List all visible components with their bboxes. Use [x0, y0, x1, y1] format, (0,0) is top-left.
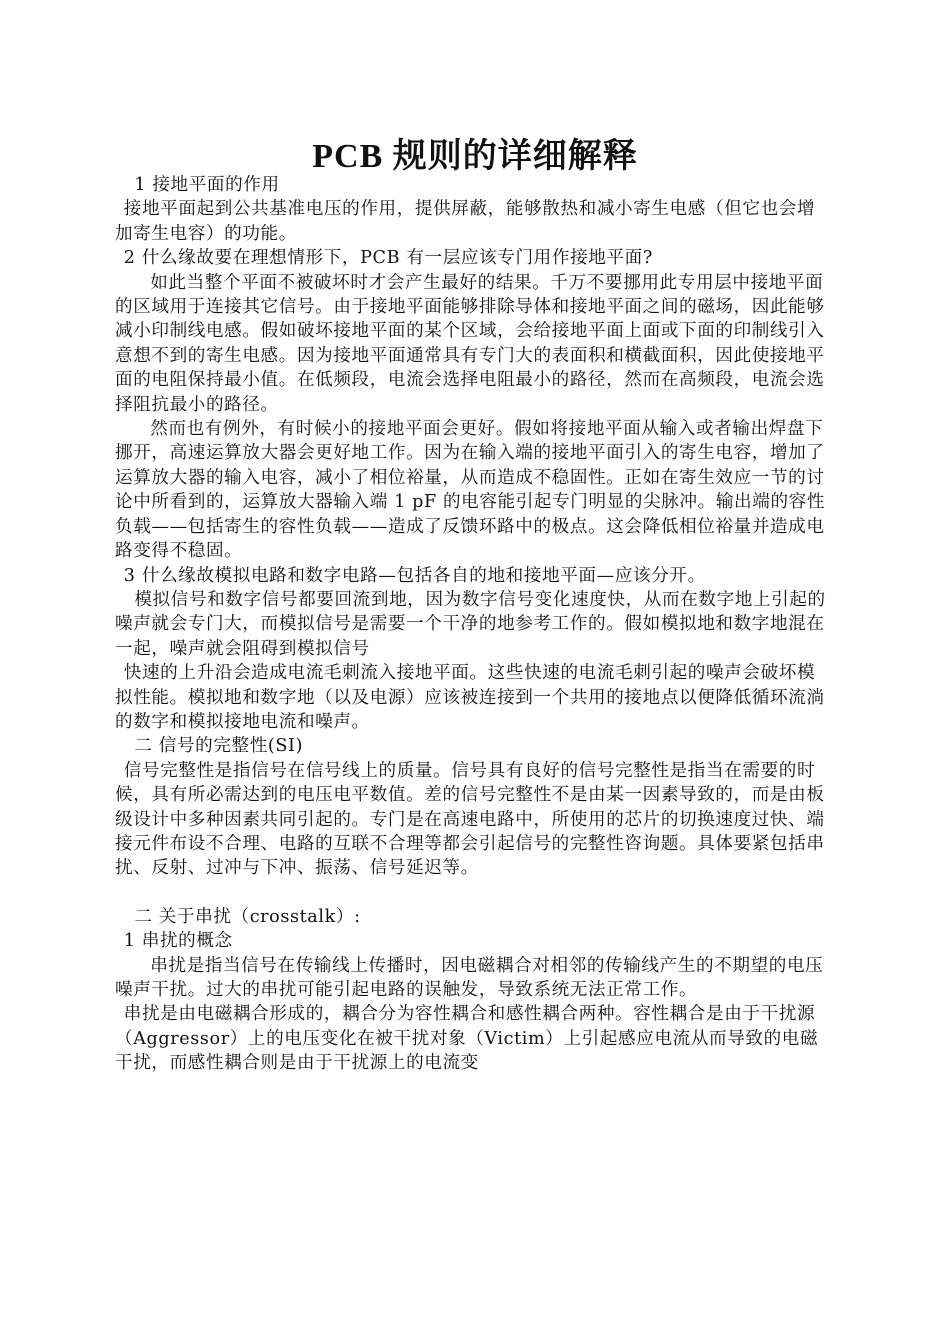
- blank-line: [115, 881, 830, 905]
- heading-signal-integrity: 二 信号的完整性(SI): [134, 736, 304, 757]
- paragraph: 如此当整个平面不被破坏时才会产生最好的结果。千万不要挪用此专用层中接地平面的区域用于连接其它信号。由于接地平面能够排除导体和接地平面之间的磁场，因此能够减小印制线电感。假如破坏接地平面的某个区域，会给接地平面上面或下面的印制线引入意想不到的寄生电感。因为接地平面通常具有专门大的表面积和横截面积，因此使接地平面的电阻保持最小值。在低频段，电流会选择电阻最小的路径，然而在高频段，电流会选择阻抗最小的路径。: [115, 272, 825, 415]
- document-title: PCB 规则的详细解释: [312, 138, 638, 175]
- heading-separate-analog-digital: 3 什么缘故模拟电路和数字电路—包括各自的地和接地平面—应该分开。: [123, 565, 706, 586]
- paragraph: 快速的上升沿会造成电流毛刺流入接地平面。这些快速的电流毛刺引起的噪声会破坏模拟性能。模拟地和数字地（以及电源）应该被连接到一个共用的接地点以便降低循环流淌的数字和模拟接地电流和噪声。: [115, 663, 825, 732]
- document-body: [115, 173, 830, 1076]
- paragraph: 信号完整性是指信号在信号线上的质量。信号具有良好的信号完整性是指当在需要的时候，具有所必需达到的电压电平数值。差的信号完整性不是由某一因素导致的，而是由板级设计中多种因素共同引起的。专门是在高速电路中，所使用的芯片的切换速度过快、端接元件布设不合理、电路的互联不合理等都会引起信号的完整性咨询题。具体要紧包括串扰、反射、过冲与下冲、振荡、信号延迟等。: [115, 760, 825, 879]
- paragraph: 然而也有例外，有时候小的接地平面会更好。假如将接地平面从输入或者输出焊盘下挪开，高速运算放大器会更好地工作。因为在输入端的接地平面引入的寄生电容，增加了运算放大器的输入电容，减小了相位裕量，从而造成不稳固性。正如在寄生效应一节的讨论中所看到的，运算放大器输入端 1 pF 的电容能引起专门明显的尖脉冲。输出端的容性负载——包括寄生的容性负载——造成了反馈环路中的极点。这会降低相位裕量并造成电路变得不稳固。: [115, 419, 826, 562]
- paragraph: 串扰是指当信号在传输线上传播时，因电磁耦合对相邻的传输线产生的不期望的电压噪声干扰。过大的串扰可能引起电路的误触发，导致系统无法正常工作。: [115, 955, 824, 1000]
- paragraph: 接地平面起到公共基准电压的作用，提供屏蔽，能够散热和减小寄生电感（但它也会增加寄生电容）的功能。: [115, 199, 816, 244]
- paragraph: 模拟信号和数字信号都要回流到地，因为数字信号变化速度快，从而在数字地上引起的噪声就会专门大，而模拟信号是需要一个干净的地参考工作的。假如模拟地和数字地混在一起，噪声就会阻碍到模拟信号: [115, 589, 826, 659]
- heading-dedicated-ground-layer: 2 什么缘故要在理想情形下，PCB 有一层应该专门用作接地平面?: [123, 248, 653, 269]
- heading-crosstalk-concept: 1 串扰的概念: [123, 931, 233, 952]
- paragraph: 串扰是由电磁耦合形成的，耦合分为容性耦合和感性耦合两种。容性耦合是由于干扰源（Aggressor）上的电压变化在被干扰对象（Victim）上引起感应电流从而导致的电磁干扰，而感性耦合则是由于干扰源上的电流变: [115, 1004, 819, 1074]
- heading-ground-plane-role: 1 接地平面的作用: [134, 175, 280, 195]
- heading-crosstalk: 二 关于串扰（crosstalk）:: [134, 906, 361, 927]
